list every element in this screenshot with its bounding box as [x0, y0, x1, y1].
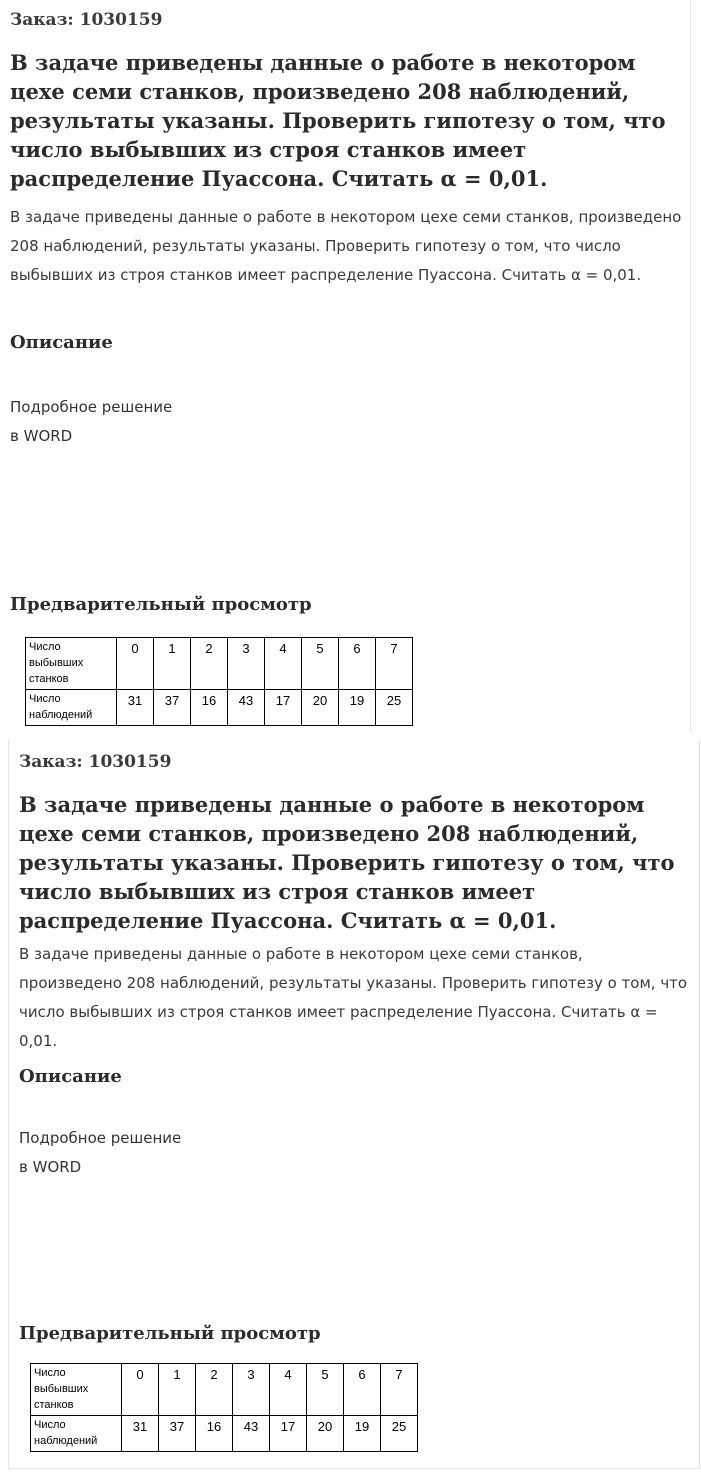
table-cell: 1 — [154, 638, 191, 690]
table-row — [26, 690, 413, 726]
table-cell: 20 — [307, 1416, 344, 1452]
table-row — [31, 1416, 418, 1452]
table-cell: 25 — [381, 1416, 418, 1452]
listing-card — [0, 0, 691, 732]
description-heading: Описание — [10, 332, 113, 353]
table-cell: 16 — [196, 1416, 233, 1452]
table-cell: 20 — [302, 690, 339, 726]
table-cell: 19 — [339, 690, 376, 726]
problem-description: В задаче приведены данные о работе в некотором цехе семи станков, произведено 208 наблюдений, результаты указаны. Проверить гипотезу о том, что число выбывших из строя станков имеет распределение Пуассона. Считать α = 0,01. — [19, 945, 688, 1050]
table-row — [31, 1364, 418, 1416]
table-cell: 1 — [159, 1364, 196, 1416]
table-cell: 5 — [307, 1364, 344, 1416]
preview-table — [30, 1363, 418, 1452]
table-cell: 3 — [233, 1364, 270, 1416]
order-number: Заказ: 1030159 — [19, 752, 172, 772]
table-cell: 0 — [117, 638, 154, 690]
table-cell: 17 — [265, 690, 302, 726]
table-cell: 17 — [270, 1416, 307, 1452]
solution-line-2: в WORD — [19, 1158, 82, 1176]
preview-heading: Предварительный просмотр — [10, 594, 312, 615]
problem-title: В задаче приведены данные о работе в некотором цехе семи станков, произведено 208 наблюдений, результаты указаны. Проверить гипотезу о том, что число выбывших из строя станков имеет распределение Пуассона. Считать α = 0,01. — [10, 50, 666, 191]
table-cell: 7 — [376, 638, 413, 690]
table-row — [26, 638, 413, 690]
preview-table — [25, 637, 413, 726]
problem-title: В задаче приведены данные о работе в некотором цехе семи станков, произведено 208 наблюдений, результаты указаны. Проверить гипотезу о том, что число выбывших из строя станков имеет распределение Пуассона. Считать α = 0,01. — [19, 792, 675, 933]
table-cell: 16 — [191, 690, 228, 726]
order-number: Заказ: 1030159 — [10, 10, 163, 30]
table-cell: 19 — [344, 1416, 381, 1452]
solution-note — [19, 1124, 181, 1182]
solution-line-1: Подробное решение — [10, 398, 173, 416]
problem-description: В задаче приведены данные о работе в некотором цехе семи станков, произведено 208 наблюдений, результаты указаны. Проверить гипотезу о том, что число выбывших из строя станков имеет распределение Пуассона. Считать α = 0,01. — [10, 208, 682, 284]
table-cell: 0 — [122, 1364, 159, 1416]
table-cell: 5 — [302, 638, 339, 690]
table-cell: 7 — [381, 1364, 418, 1416]
table-cell: 37 — [159, 1416, 196, 1452]
table-cell: 6 — [339, 638, 376, 690]
preview-document — [8, 740, 700, 1469]
table-cell: 25 — [376, 690, 413, 726]
preview-heading: Предварительный просмотр — [19, 1323, 321, 1344]
table-cell: 43 — [228, 690, 265, 726]
table-cell: 31 — [122, 1416, 159, 1452]
row-label-observations: Число наблюдений — [26, 690, 117, 726]
table-cell: 37 — [154, 690, 191, 726]
table-cell: 3 — [228, 638, 265, 690]
description-heading: Описание — [19, 1066, 122, 1087]
row-label-failed: Число выбывших станков — [26, 638, 117, 690]
table-cell: 6 — [344, 1364, 381, 1416]
table-cell: 2 — [191, 638, 228, 690]
table-cell: 4 — [265, 638, 302, 690]
solution-line-2: в WORD — [10, 427, 73, 445]
table-cell: 4 — [270, 1364, 307, 1416]
solution-line-1: Подробное решение — [19, 1129, 182, 1147]
table-cell: 43 — [233, 1416, 270, 1452]
solution-note — [10, 393, 172, 451]
row-label-observations: Число наблюдений — [31, 1416, 122, 1452]
row-label-failed: Число выбывших станков — [31, 1364, 122, 1416]
table-cell: 31 — [117, 690, 154, 726]
table-cell: 2 — [196, 1364, 233, 1416]
